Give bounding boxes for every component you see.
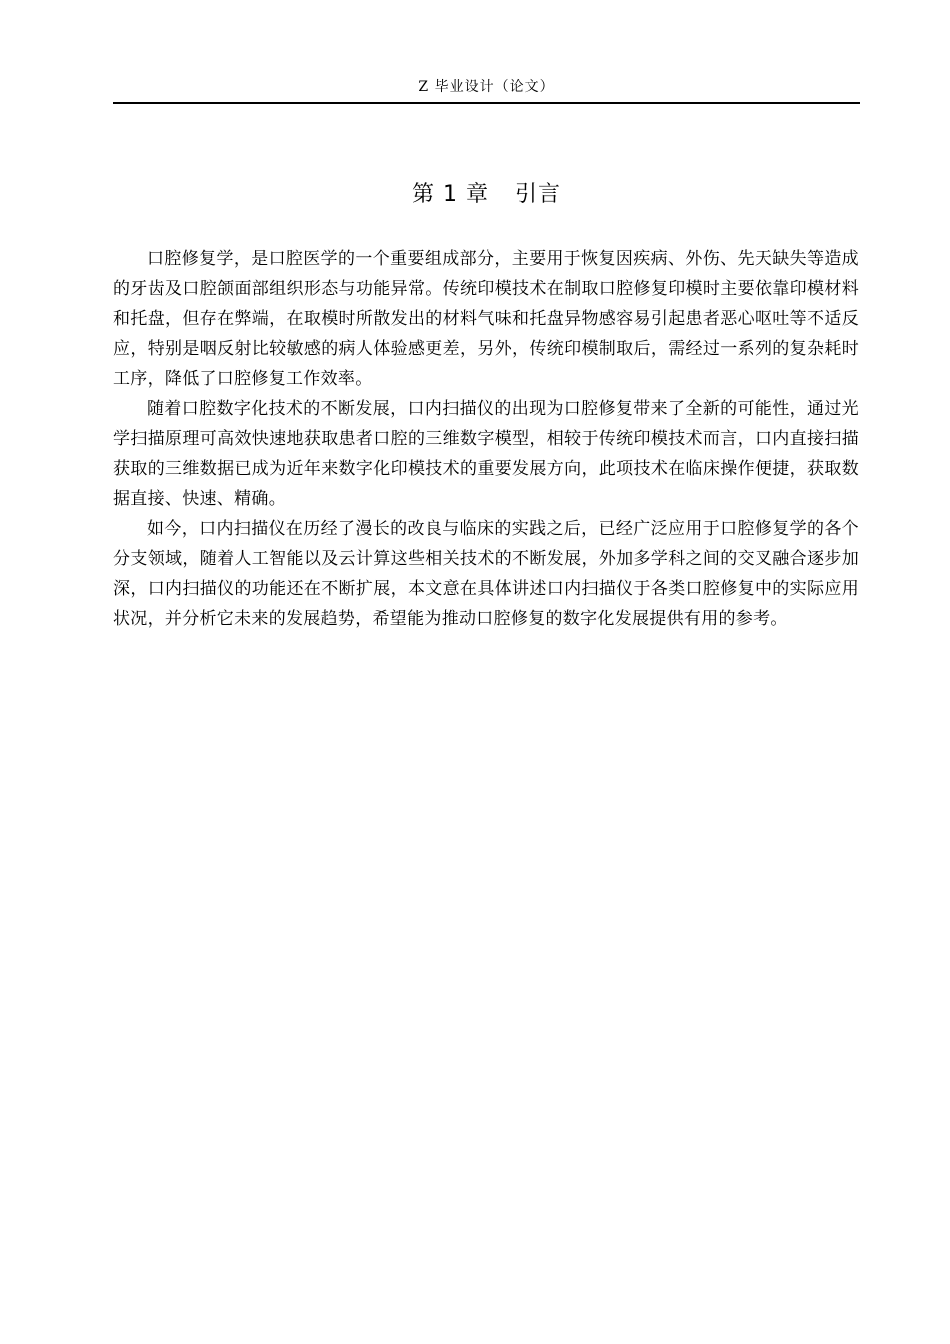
header-title: Z 毕业设计（论文） [418,79,555,95]
chapter-heading [113,178,860,212]
chapter-title: 引言 [514,182,561,207]
chapter-number: 第 1 章 [412,182,489,207]
paragraph-3: 如今，口内扫描仪在历经了漫长的改良与临床的实践之后，已经广泛应用于口腔修复学的各个分支领域，随着人工智能以及云计算这些相关技术的不断发展，外加多学科之间的交叉融合逐步加深，口内扫描仪的功能还在不断扩展，本文意在具体讲述口内扫描仪于各类口腔修复中的实际应用状况，并分析它未来的发展趋势，希望能为推动口腔修复的数字化发展提供有用的参考。 [113,519,859,629]
body-text [113,244,859,634]
paragraph-2: 随着口腔数字化技术的不断发展，口内扫描仪的出现为口腔修复带来了全新的可能性，通过光学扫描原理可高效快速地获取患者口腔的三维数字模型，相较于传统印模技术而言，口内直接扫描获取的三维数据已成为近年来数字化印模技术的重要发展方向，此项技术在临床操作便捷，获取数据直接、快速、精确。 [113,399,859,509]
paragraph-1: 口腔修复学，是口腔医学的一个重要组成部分，主要用于恢复因疾病、外伤、先天缺失等造成的牙齿及口腔颌面部组织形态与功能异常。传统印模技术在制取口腔修复印模时主要依靠印模材料和托盘，但存在弊端，在取模时所散发出的材料气味和托盘异物感容易引起患者恶心呕吐等不适反应，特别是咽反射比较敏感的病人体验感更差，另外，传统印模制取后，需经过一系列的复杂耗时工序，降低了口腔修复工作效率。 [113,249,859,389]
page-header [113,76,860,104]
